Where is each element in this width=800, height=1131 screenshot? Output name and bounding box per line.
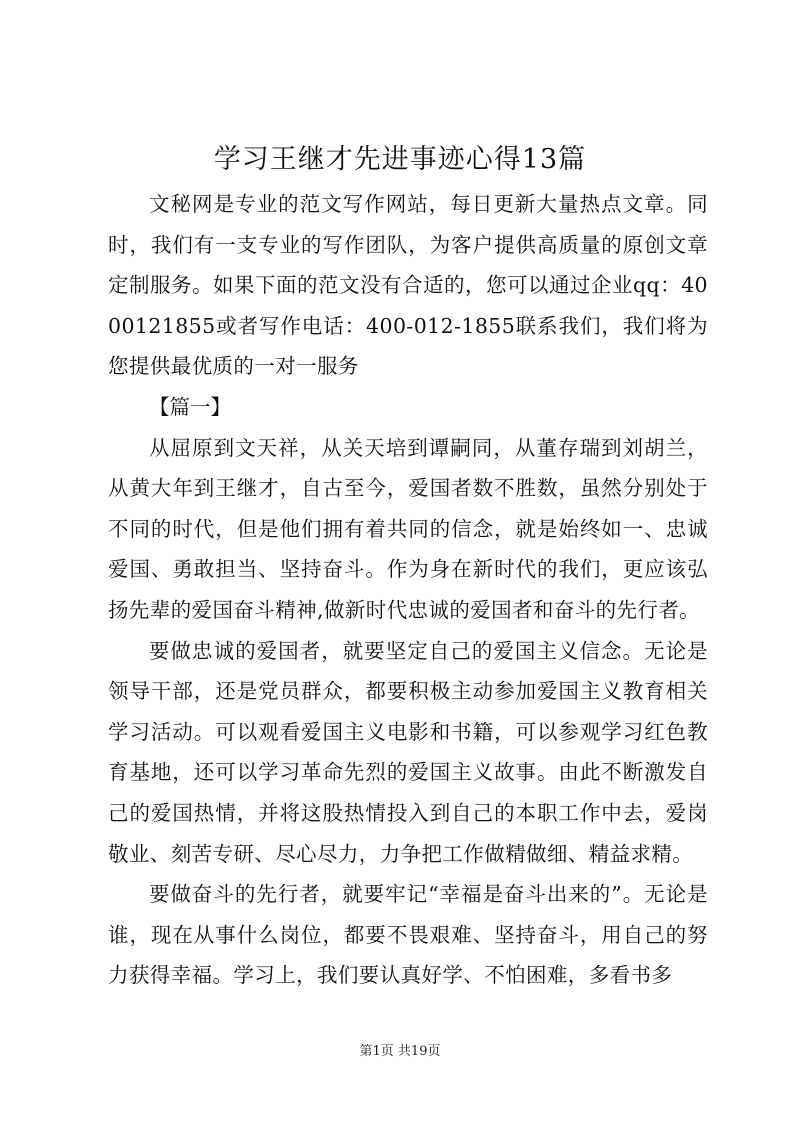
section-label: 【篇一】 xyxy=(149,394,231,419)
document-title: 学习王继才先进事迹心得13篇 xyxy=(213,144,587,175)
document-body xyxy=(108,184,708,996)
intro-paragraph: 文秘网是专业的范文写作网站，每日更新大量热点文章。同时，我们有一支专业的写作团队，为客户提供高质量的原创文章定制服务。如果下面的范文没有合适的，您可以通过企业qq：4000121855或者写作电话：400-012-1855联系我们，我们将为您提供最优质的一对一服务 xyxy=(108,192,708,379)
body-paragraph-3: 要做奋斗的先行者，就要牢记“幸福是奋斗出来的”。无论是谁，现在从事什么岗位，都要不畏艰难、坚持奋斗，用自己的努力获得幸福。学习上，我们要认真好学、不怕困难，多看书多 xyxy=(108,882,708,988)
body-paragraph-2: 要做忠诚的爱国者，就要坚定自己的爱国主义信念。无论是领导干部，还是党员群众，都要积极主动参加爱国主义教育相关学习活动。可以观看爱国主义电影和书籍，可以参观学习红色教育基地，还可以学习革命先烈的爱国主义故事。由此不断激发自己的爱国热情，并将这股热情投入到自己的本职工作中去，爱岗敬业、刻苦专研、尽心尽力，力争把工作做精做细、精益求精。 xyxy=(108,638,708,866)
page-footer: 第1页 共19页 xyxy=(359,1044,441,1059)
body-paragraph-1: 从屈原到文天祥，从关天培到谭嗣同，从董存瑞到刘胡兰，从黄大年到王继才，自古至今，爱国者数不胜数，虽然分别处于不同的时代，但是他们拥有着共同的信念，就是始终如一、忠诚爱国、勇敢担当、坚持奋斗。作为身在新时代的我们，更应该弘扬先辈的爱国奋斗精神,做新时代忠诚的爱国者和奋斗的先行者。 xyxy=(108,435,708,622)
